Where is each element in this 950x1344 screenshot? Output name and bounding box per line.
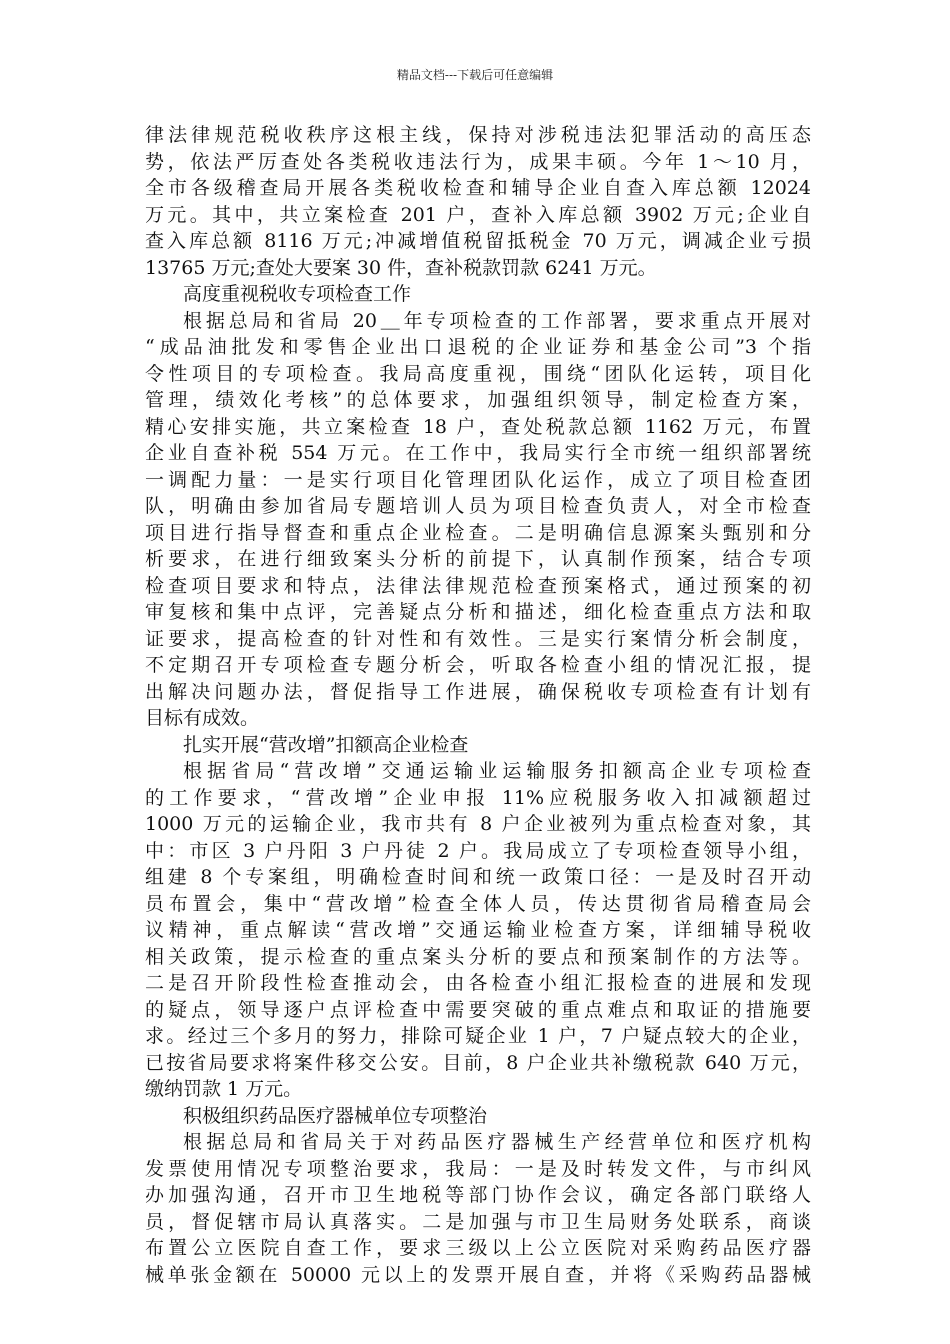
text-line: 出解决问题办法，督促指导工作进展，确保税收专项检查有计划有 bbox=[145, 680, 811, 703]
text-line: 议精神，重点解读“营改增”交通运输业检查方案，详细辅导税收 bbox=[145, 919, 811, 941]
text-line: 二是召开阶段性检查推动会，由各检查小组汇报检查的进展和发现 bbox=[145, 972, 811, 994]
text-line: 发票使用情况专项整治要求，我局：一是及时转发文件，与市纠风 bbox=[145, 1157, 811, 1180]
text-line: 的工作要求，“营改增”企业申报 11%应税服务收入扣减额超过 bbox=[145, 786, 811, 809]
text-line: 项目进行指导督查和重点企业检查。二是明确信息源案头甄别和分 bbox=[145, 521, 811, 544]
text-line: 相关政策，提示检查的重点案头分析的要点和预案制作的方法等。 bbox=[145, 945, 811, 968]
text-line: 万元。其中，共立案检查 201 户，查补入库总额 3902 万元;企业自 bbox=[145, 203, 811, 226]
text-line: 根据省局“营改增”交通运输业运输服务扣额高企业专项检查 bbox=[183, 760, 811, 782]
text-line: 令性项目的专项检查。我局高度重视，围绕“团队化运转，项目化 bbox=[145, 362, 811, 385]
body-text bbox=[145, 122, 811, 1288]
text-line: 队，明确由参加省局专题培训人员为项目检查负责人，对全市检查 bbox=[145, 495, 811, 517]
text-line: 根据总局和省局关于对药品医疗器械生产经营单位和医疗机构 bbox=[183, 1131, 811, 1153]
text-line: 1000 万元的运输企业，我市共有 8 户企业被列为重点检查对象，其 bbox=[145, 813, 811, 835]
text-line: 精心安排实施，共立案检查 18 户，查处税款总额 1162 万元，布置 bbox=[145, 415, 811, 438]
text-line: 已按省局要求将案件移交公安。目前，8 户企业共补缴税款 640 万元， bbox=[145, 1051, 811, 1074]
text-line: 求。经过三个多月的努力，排除可疑企业 1 户，7 户疑点较大的企业， bbox=[145, 1025, 811, 1047]
text-line: 办加强沟通，召开市卫生地税等部门协作会议，确定各部门联络人 bbox=[145, 1184, 811, 1206]
text-line: 企业自查补税 554 万元。在工作中，我局实行全市统一组织部署统 bbox=[145, 442, 811, 464]
text-line: 缴纳罚款 1 万元。 bbox=[145, 1078, 303, 1100]
text-line: 积极组织药品医疗器械单位专项整治 bbox=[183, 1104, 488, 1127]
text-line: 检查项目要求和特点，法律法律规范检查预案格式，通过预案的初 bbox=[145, 574, 811, 597]
text-line: 的疑点，领导逐户点评检查中需要突破的重点难点和取证的措施要 bbox=[145, 998, 811, 1021]
text-line: 律法律规范税收秩序这根主线，保持对涉税违法犯罪活动的高压态 bbox=[145, 124, 811, 146]
text-line: 布置公立医院自查工作，要求三级以上公立医院对采购药品医疗器 bbox=[145, 1237, 811, 1259]
text-line: 高度重视税收专项检查工作 bbox=[183, 283, 412, 305]
text-line: 员布置会，集中“营改增”检查全体人员，传达贯彻省局稽查局会 bbox=[145, 892, 811, 915]
text-line: 组建 8 个专案组，明确检查时间和统一政策口径：一是及时召开动 bbox=[145, 866, 811, 888]
text-line: 员，督促辖市局认真落实。二是加强与市卫生局财务处联系，商谈 bbox=[145, 1210, 811, 1233]
text-line: 管理，绩效化考核”的总体要求，加强组织领导，制定检查方案， bbox=[145, 389, 811, 411]
text-line: 根据总局和省局 20＿年专项检查的工作部署，要求重点开展对 bbox=[183, 309, 811, 332]
text-line: “成品油批发和零售企业出口退税的企业证券和基金公司”3 个指 bbox=[145, 336, 811, 358]
page-header: 精品文档---下载后可任意编辑 bbox=[396, 68, 554, 82]
text-line: 目标有成效。 bbox=[145, 707, 260, 729]
text-line: 不定期召开专项检查专题分析会，听取各检查小组的情况汇报，提 bbox=[145, 654, 811, 676]
text-line: 中：市区 3 户丹阳 3 户丹徒 2 户。我局成立了专项检查领导小组， bbox=[145, 839, 811, 862]
text-line: 查入库总额 8116 万元;冲减增值税留抵税金 70 万元，调减企业亏损 bbox=[145, 230, 811, 252]
text-line: 析要求，在进行细致案头分析的前提下，认真制作预案，结合专项 bbox=[145, 548, 811, 570]
text-line: 证要求，提高检查的针对性和有效性。三是实行案情分析会制度， bbox=[145, 627, 811, 650]
text-line: 械单张金额在 50000 元以上的发票开展自查，并将《采购药品器械 bbox=[145, 1263, 811, 1286]
text-line: 13765 万元;查处大要案 30 件，查补税款罚款 6241 万元。 bbox=[145, 256, 657, 279]
text-line: 审复核和集中点评，完善疑点分析和描述，细化检查重点方法和取 bbox=[145, 601, 811, 623]
text-line: 势，依法严厉查处各类税收违法行为，成果丰硕。今年 1～10 月， bbox=[145, 150, 811, 173]
text-line: 一调配力量：一是实行项目化管理团队化运作，成立了项目检查团 bbox=[145, 468, 811, 491]
text-line: 全市各级稽查局开展各类税收检查和辅导企业自查入库总额 12024 bbox=[145, 177, 811, 199]
text-line: 扎实开展“营改增”扣额高企业检查 bbox=[183, 733, 469, 756]
